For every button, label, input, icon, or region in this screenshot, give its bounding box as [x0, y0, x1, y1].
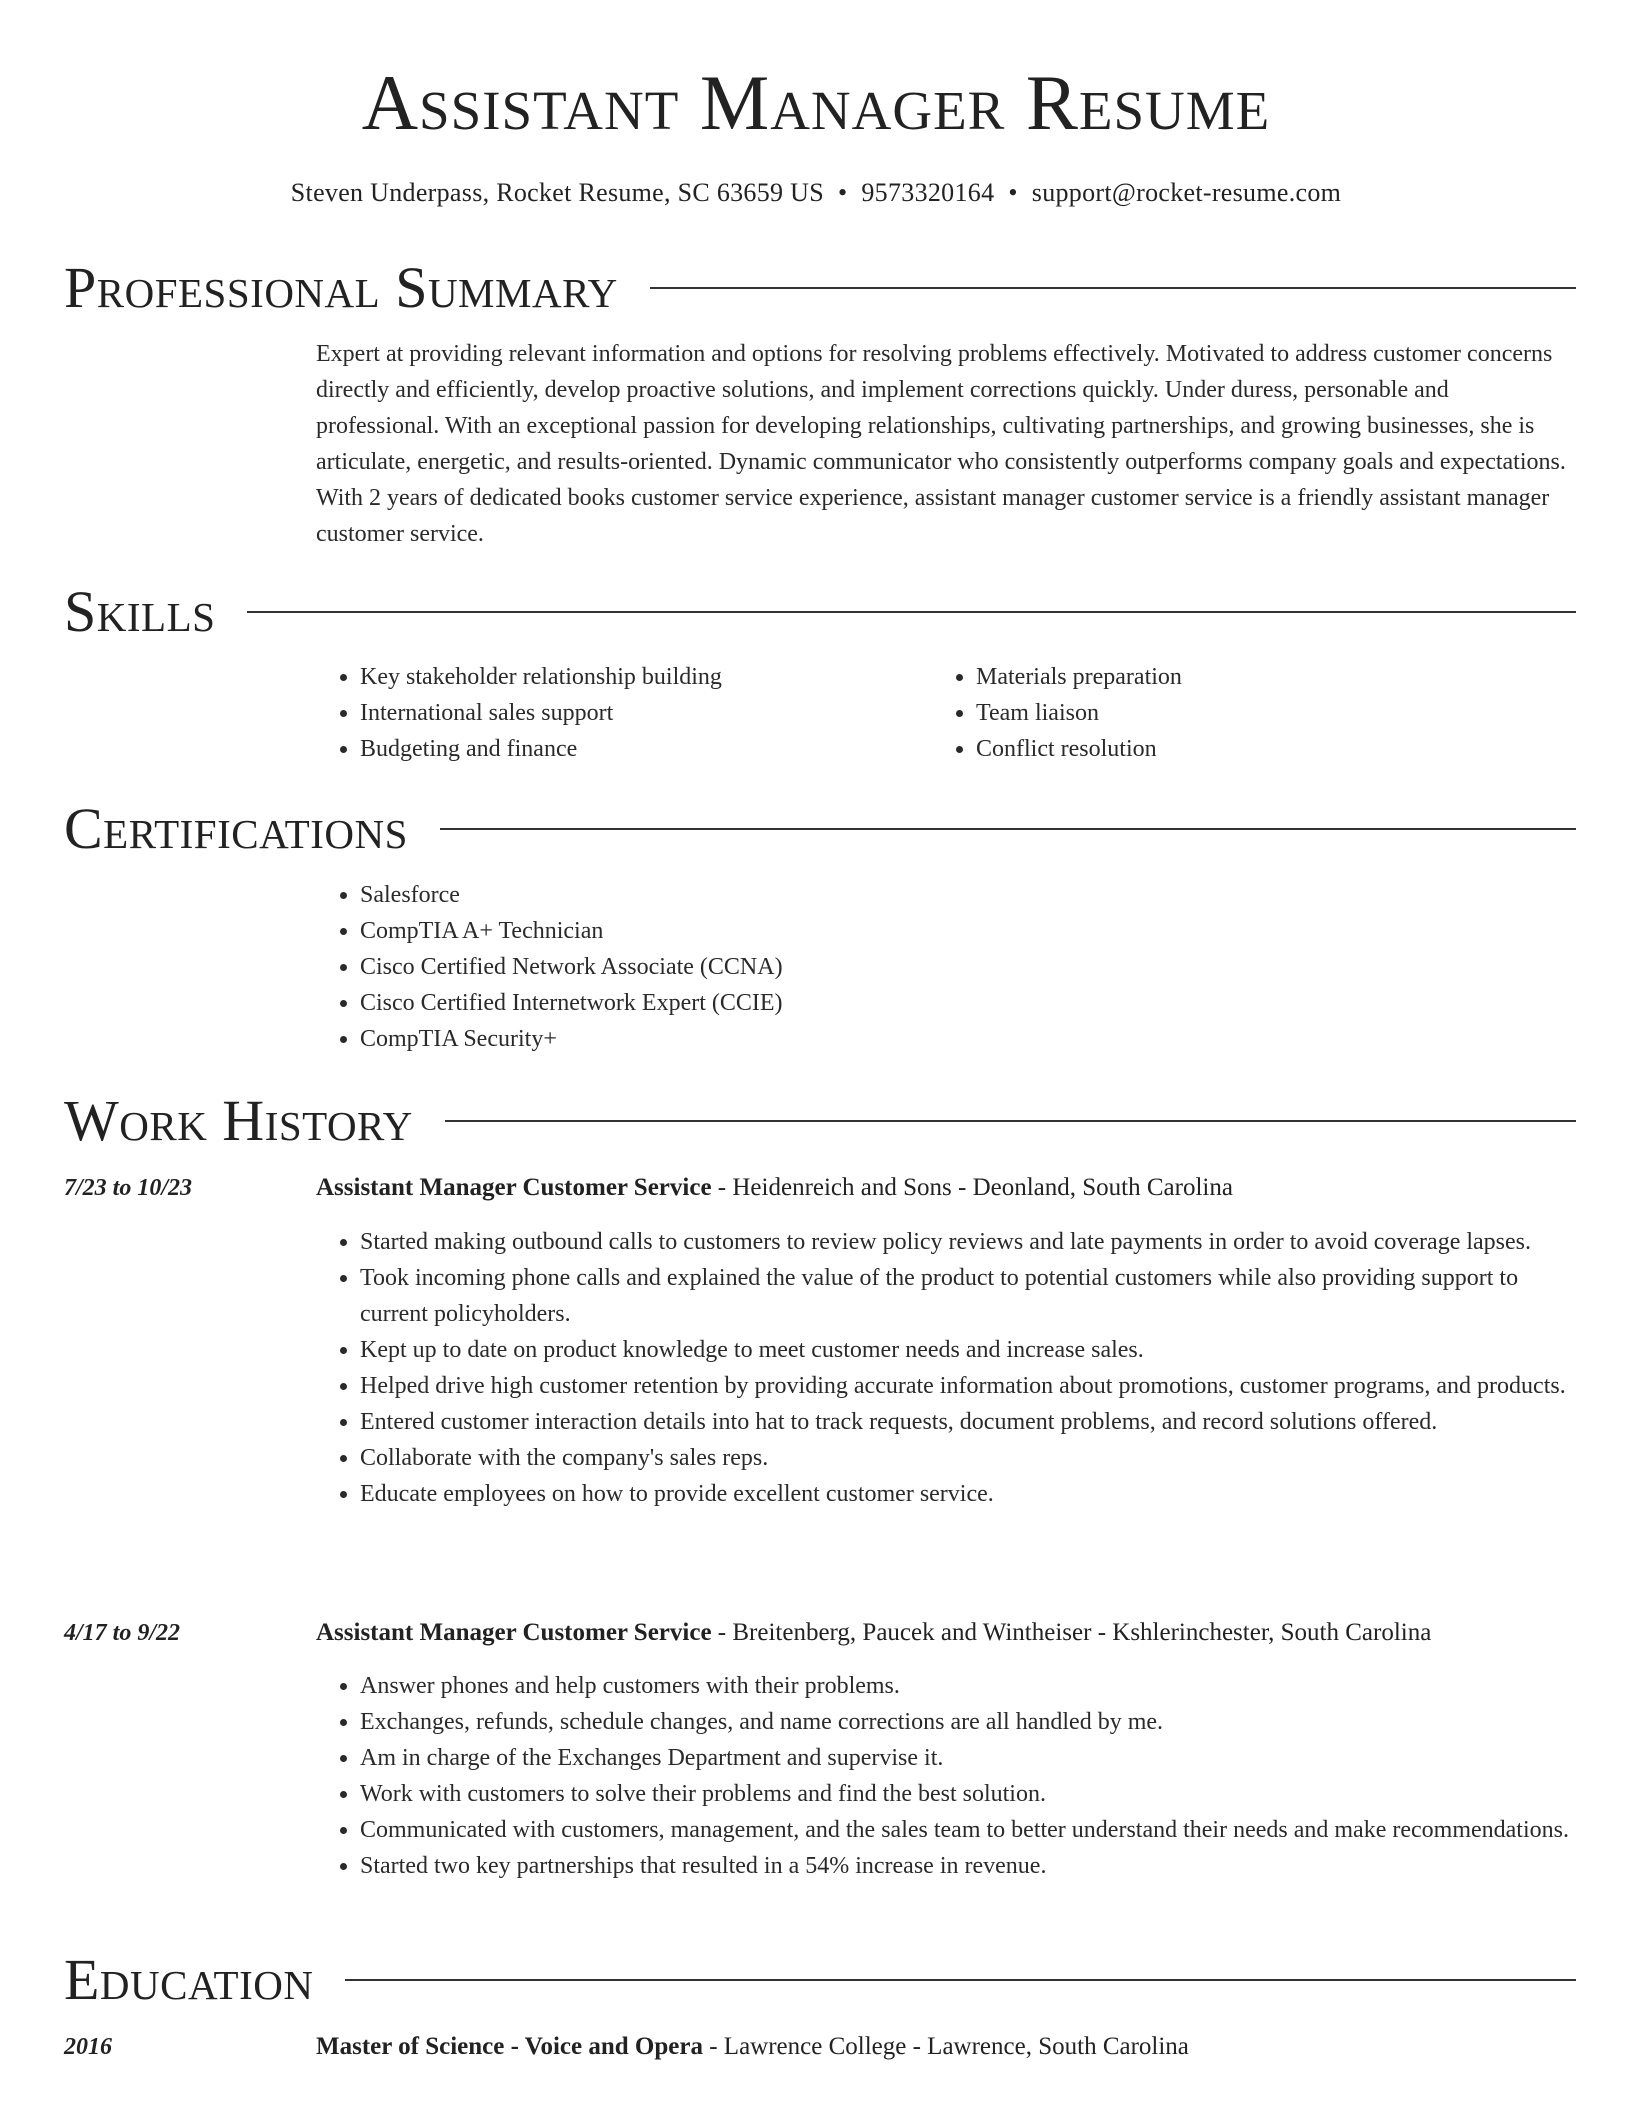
job-employer: - Heidenreich and Sons - Deonland, South Carolina: [711, 1174, 1233, 1201]
contact-phone: 9573320164: [861, 178, 995, 207]
skill-item: • Budgeting and finance: [360, 731, 932, 767]
contact-email: support@rocket-resume.com: [1031, 178, 1342, 207]
section-divider: [445, 1120, 1576, 1122]
certification-item: • CompTIA A+ Technician: [360, 913, 1576, 949]
education-school: - Lawrence College - Lawrence, South Carolina: [702, 2033, 1189, 2060]
skill-item: • Team liaison: [976, 695, 1548, 731]
job-dates: 4/17 to 9/22: [64, 1620, 181, 1646]
job-title: Assistant Manager Customer Service: [316, 1174, 712, 1201]
education-section-header: [64, 1947, 1576, 2012]
education-year: 2016: [64, 2034, 112, 2060]
certification-item: • Salesforce: [360, 877, 1576, 913]
skills-column-2: [932, 659, 1548, 767]
job-title-line: [316, 1615, 1576, 1651]
job-bullet: • Educate employees on how to provide excellent customer service.: [360, 1476, 1576, 1512]
job-bullet: • Collaborate with the company's sales reps.: [360, 1440, 1576, 1476]
job-bullet: • Helped drive high customer retention by providing accurate information about promotions, customer programs, and products.: [360, 1368, 1576, 1404]
resume-title: Assistant Manager Resume: [361, 59, 1271, 146]
certification-item: • Cisco Certified Internetwork Expert (CCIE): [360, 985, 1576, 1021]
contact-separator: •: [1008, 178, 1018, 207]
job-bullet: • Exchanges, refunds, schedule changes, and name corrections are all handled by me.: [360, 1704, 1576, 1740]
work-section-header: [64, 1088, 1576, 1153]
contact-line: [64, 176, 1568, 210]
job-title-line: [316, 1170, 1576, 1206]
job-bullet: • Entered customer interaction details into hat to track requests, document problems, and record solutions offered.: [360, 1404, 1576, 1440]
job-bullet: • Am in charge of the Exchanges Department and supervise it.: [360, 1740, 1576, 1776]
section-divider: [650, 287, 1576, 289]
education-line: [316, 2029, 1576, 2065]
job-dates: 7/23 to 10/23: [64, 1175, 193, 1201]
skill-item: • International sales support: [360, 695, 932, 731]
skills-section-header: [64, 579, 1576, 644]
job-bullet: • Answer phones and help customers with their problems.: [360, 1668, 1576, 1704]
certification-item: • CompTIA Security+: [360, 1021, 1576, 1057]
skill-item: • Conflict resolution: [976, 731, 1548, 767]
section-divider: [345, 1979, 1576, 1981]
skills-list: [316, 659, 1576, 767]
skills-column-1: [316, 659, 932, 767]
job-bullet: • Took incoming phone calls and explained the value of the product to potential customers while also providing support to current policyholders.: [360, 1260, 1576, 1332]
job-bullet: • Communicated with customers, management, and the sales team to better understand their needs and make recommendations.: [360, 1812, 1576, 1848]
job-bullet: • Started two key partnerships that resulted in a 54% increase in revenue.: [360, 1848, 1576, 1884]
certifications-list: [316, 877, 1576, 1057]
job-bullets: [316, 1224, 1576, 1512]
certifications-heading: Certifications: [64, 796, 408, 861]
job-bullet: • Started making outbound calls to customers to review policy reviews and late payments in order to avoid coverage lapses.: [360, 1224, 1576, 1260]
education-heading: Education: [64, 1947, 314, 2012]
job-bullets: [316, 1668, 1576, 1884]
certification-item: • Cisco Certified Network Associate (CCNA): [360, 949, 1576, 985]
work-heading: Work History: [64, 1088, 413, 1153]
skills-heading: Skills: [64, 579, 216, 644]
summary-text: Expert at providing relevant information and options for resolving problems effectively. Motivated to address customer concerns directly and efficiently, develop proactive solutions, and implement corrections quickly. Under duress, personable and professional. With an exceptional passion for developing relationships, cultivating partnerships, and growing businesses, she is articulate, energetic, and results-oriented. Dynamic communicator who consistently outperforms company goals and expectations. With 2 years of dedicated books customer service experience, assistant manager customer service is a friendly assistant manager customer service.: [316, 341, 1566, 547]
job-bullet: • Work with customers to solve their problems and find the best solution.: [360, 1776, 1576, 1812]
certifications-section-header: [64, 796, 1576, 861]
skill-item: • Key stakeholder relationship building: [360, 659, 932, 695]
section-divider: [247, 611, 1576, 613]
summary-section-header: [64, 255, 1576, 320]
contact-address: Steven Underpass, Rocket Resume, SC 63659 US: [290, 178, 824, 207]
section-divider: [440, 828, 1576, 830]
contact-separator: •: [837, 178, 848, 207]
job-employer: - Breitenberg, Paucek and Wintheiser - Kshlerinchester, South Carolina: [711, 1619, 1432, 1646]
job-bullet: • Kept up to date on product knowledge to meet customer needs and increase sales.: [360, 1332, 1576, 1368]
degree-title: Master of Science - Voice and Opera: [316, 2033, 703, 2060]
skill-item: • Materials preparation: [976, 659, 1548, 695]
job-title: Assistant Manager Customer Service: [316, 1619, 712, 1646]
summary-heading: Professional Summary: [64, 255, 618, 320]
